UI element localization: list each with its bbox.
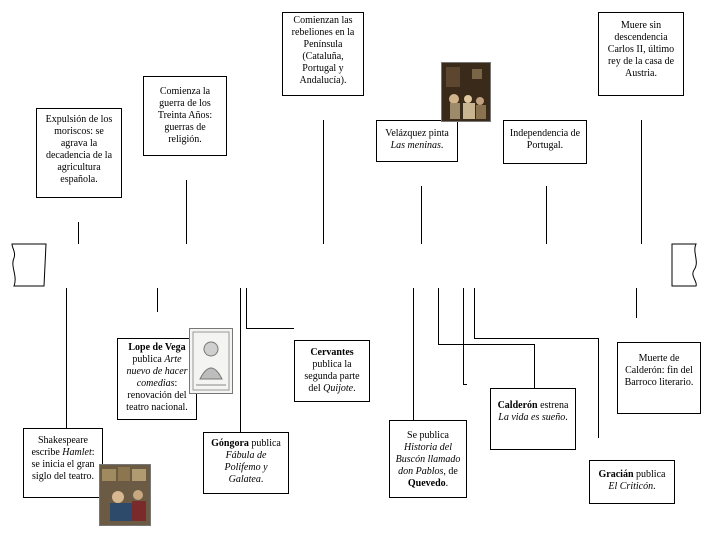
lope-name: Lope de Vega [128, 342, 186, 353]
calderon-title: La vida es sueño [498, 412, 566, 423]
connector-gracian-v2 [474, 288, 475, 338]
event-independencia [503, 120, 587, 164]
event-lope-de-vega [117, 338, 197, 420]
connector-calderon-v [438, 288, 439, 344]
connector-cervantes-h [246, 328, 294, 329]
shakespeare-post: : se inicia el gran siglo del teatro. [31, 447, 95, 482]
connector-gracian-h2 [474, 338, 598, 339]
calderon-pre: estrena [537, 400, 569, 411]
event-carlos-ii [598, 12, 684, 96]
connector-quevedo [413, 288, 414, 422]
gongora-pre: publica [248, 438, 281, 449]
connector-gracian-v [463, 288, 464, 384]
connector-gongora [240, 288, 241, 432]
gongora-name: Góngora [211, 438, 249, 449]
scroll-right-end [672, 244, 696, 286]
scroll-left-end [12, 244, 46, 286]
event-velazquez-text: Velázquez pinta [385, 128, 449, 139]
connector-gracian-h [463, 384, 467, 385]
event-quevedo [389, 420, 467, 498]
cervantes-name: Cervantes [310, 347, 354, 358]
gracian-name: Gracián [598, 469, 634, 480]
connector-carlos [641, 120, 642, 244]
gongora-title: Fábula de Polifemo y Galatea [224, 450, 268, 485]
connector-shakespeare [66, 288, 67, 428]
quevedo-post: . [445, 478, 449, 489]
gracian-pre: publica [633, 469, 666, 480]
event-gongora [203, 432, 289, 494]
lope-post: : renovación del teatro nacional. [126, 378, 188, 413]
event-muerte-calderon [617, 342, 701, 414]
quevedo-mid: , de [443, 466, 458, 477]
event-independencia-text: Independencia de Portugal. [509, 128, 581, 151]
lope-de-vega-engraving [189, 328, 233, 394]
event-cervantes [294, 340, 370, 402]
connector-rebeliones [323, 120, 324, 244]
event-moriscos [36, 108, 122, 198]
connector-velazquez [421, 186, 422, 244]
quevedo-name: Quevedo [407, 478, 446, 489]
calderon-name: Calderón [497, 400, 538, 411]
shakespeare-title: Hamlet [62, 447, 92, 458]
connector-gracian-v3 [598, 338, 599, 438]
event-calderon [490, 388, 576, 450]
connector-cervantes-v [246, 288, 247, 328]
cervantes-post: . [353, 383, 356, 394]
lope-pre: publica [132, 354, 165, 365]
connector-muerte [636, 288, 637, 318]
event-shakespeare [23, 428, 103, 498]
shakespeare-pre: Shakespeare escribe [31, 435, 88, 458]
lope-title: Arte nuevo de hacer comedias [126, 354, 188, 389]
quevedo-title: Historia del Buscón llamado don Pablos [395, 442, 461, 477]
las-meninas-painting [441, 62, 491, 122]
event-treinta-anos [143, 76, 227, 156]
shakespeare-painting [99, 464, 151, 526]
connector-lope [157, 288, 158, 312]
event-rebeliones [282, 12, 364, 96]
connector-moriscos [78, 222, 79, 244]
cervantes-title: Quijote [323, 383, 354, 394]
connector-calderon-h [438, 344, 534, 345]
event-rebeliones-text: Comienzan las rebeliones en la Península (Cataluña, Portugal y Andalucía). [291, 15, 355, 86]
event-carlos-ii-text: Muere sin descendencia Carlos II, último rey de la casa de Austria. [607, 20, 675, 79]
event-gracian [589, 460, 675, 504]
event-treinta-anos-text: Comienza la guerra de los Treinta Años: guerras de religión. [157, 86, 213, 145]
muerte-text: Muerte de Calderón: fin del Barroco literario. [624, 353, 694, 388]
quevedo-pre: Se publica [407, 430, 449, 441]
connector-calderon-v2 [534, 344, 535, 388]
gongora-post: . [260, 474, 264, 485]
calderon-post: . [565, 412, 568, 423]
event-velazquez-title: Las meninas [390, 140, 441, 151]
gracian-post: . [653, 481, 656, 492]
connector-treinta [186, 180, 187, 244]
event-moriscos-text: Expulsión de los moriscos: se agrava la decadencia de la agricultura española. [45, 114, 113, 185]
cervantes-pre: publica la segunda parte del [304, 359, 360, 394]
connector-independencia [546, 186, 547, 244]
gracian-title: El Criticón [608, 481, 654, 492]
event-velazquez: Velázquez pinta Las meninas. [376, 120, 458, 162]
